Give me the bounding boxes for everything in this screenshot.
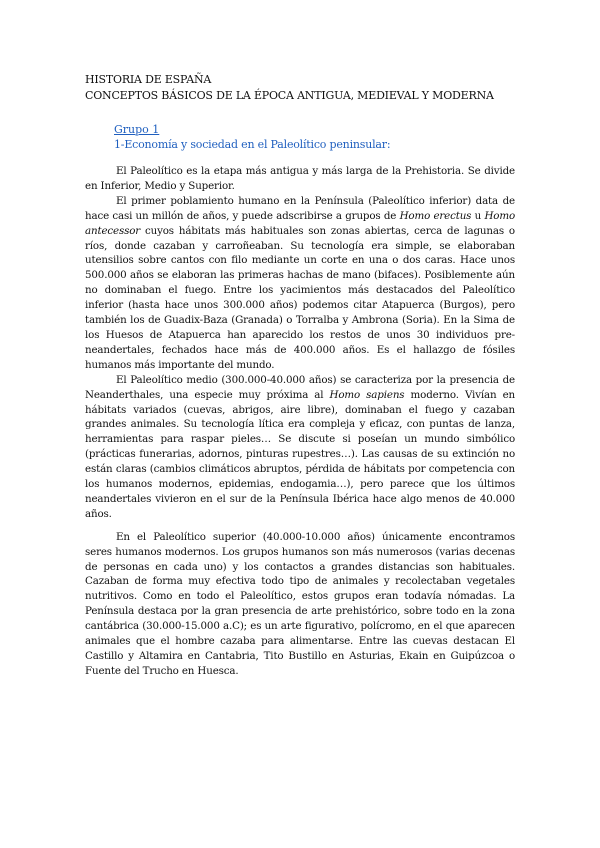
group-link[interactable]: Grupo 1 <box>114 123 160 136</box>
paragraph-text: El Paleolítico medio (300.000-40.000 años) se caracteriza por la presencia de Neanderthales, una especie muy próxima al <box>85 373 515 401</box>
paragraph-intro: El Paleolítico es la etapa más antigua y más larga de la Prehistoria. Se divide en Inferior, Medio y Superior. <box>85 165 515 192</box>
paragraph-middle-paleolithic <box>85 373 515 522</box>
document-header <box>85 72 525 104</box>
paragraph-text: El primer poblamiento humano en la Península (Paleolítico inferior) data de hace casi un millón de años, y puede adscribirse a grupos de <box>85 194 515 222</box>
paragraph-text: u <box>471 209 485 222</box>
header-subtitle: CONCEPTOS BÁSICOS DE LA ÉPOCA ANTIGUA, MEDIEVAL Y MODERNA <box>85 89 494 102</box>
paragraph-upper-paleolithic: En el Paleolítico superior (40.000-10.000 años) únicamente encontramos seres humanos modernos. Los grupos humanos son más numerosos (varias decenas de personas en cada uno) y los contactos a grandes distancias son habituales. Cazaban de forma muy efectiva todo tipo de animales y recolectaban vegetales nutritivos. Como en todo el Paleolítico, estos grupos eran todavía nómadas. La Península destaca por la gran presencia de arte prehistórico, sobre todo en la zona cantábrica (30.000-15.000 a.C); es un arte figurativo, polícromo, en el que aparecen animales que el hombre cazaba para alimentarse. Entre las cuevas destacan El Castillo y Altamira en Cantabria, Tito Bustillo en Asturias, Ekain en Guipúzcoa o Fuente del Trucho en Huesca. <box>85 530 515 677</box>
species-name: Homo antecessor <box>85 209 515 237</box>
group-subtitle: 1-Economía y sociedad en el Paleolítico peninsular: <box>114 138 391 151</box>
group-heading <box>114 122 534 152</box>
species-name: Homo sapiens <box>329 388 405 401</box>
paragraph-text: moderno. Vivían en hábitats variados (cuevas, abrigos, aire libre), dominaban el fuego y cazaban grandes animales. Su tecnología lítica era compleja y eficaz, con puntas de lanza, herramientas para raspar pieles… Se discute si poseían un mundo simbólico (prácticas funerarias, adornos, pinturas rupestres…). Las causas de su extinción no están claras (cambios climáticos abruptos, pérdida de hábitats por competencia con los humanos modernos, epidemias, endogamia…), pero parece que los últimos neandertales vivieron en el sur de la Península Ibérica hace algo menos de 40.000 años. <box>85 388 516 520</box>
paragraph-lower-paleolithic <box>85 194 515 373</box>
body-text <box>85 164 515 679</box>
header-title: HISTORIA DE ESPAÑA <box>85 73 212 86</box>
species-name: Homo erectus <box>399 209 472 222</box>
paragraph-text: cuyos hábitats más habituales son zonas abiertas, cerca de lagunas o ríos, donde cazaban y carroñeaban. Su tecnología era simple, se elaboraban utensilios sobre cantos con filo mediante un corte en una o dos caras. Hace unos 500.000 años se elaboran las primeras hachas de mano (bifaces). Posiblemente aún no dominaban el fuego. Entre los yacimientos más destacados del Paleolítico inferior (hasta hace unos 300.000 años) podemos citar Atapuerca (Burgos), pero también los de Guadix-Baza (Granada) o Torralba y Ambrona (Soria). En la Sima de los Huesos de Atapuerca han aparecido los restos de unos 30 individuos pre-neandertales, fechados hace más de 400.000 años. Es el hallazgo de fósiles humanos más importante del mundo. <box>85 224 515 371</box>
